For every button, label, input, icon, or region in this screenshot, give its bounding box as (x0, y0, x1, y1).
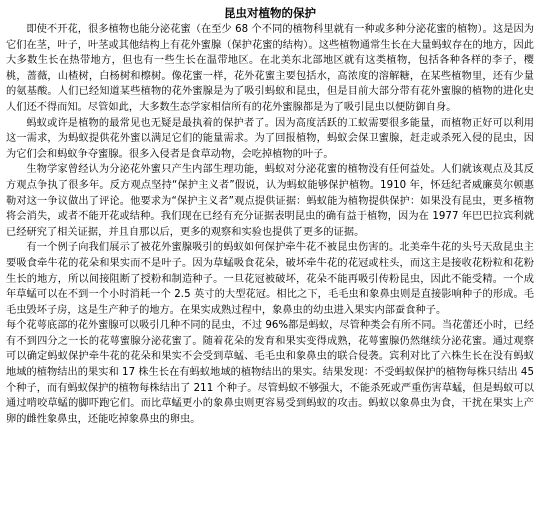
paragraph: 每个花萼底部的花外蜜腺可以吸引几种不同的昆虫，不过 96%都是蚂蚁，尽管种类会有所不同。当花蕾还小时，已经有不到四分之一长的花萼蜜腺分泌花蜜了。随着花朵的发育和果实变得成熟，花萼蜜腺仍然继续分泌花蜜。通过观察可以确定蚂蚁保护牵牛花的花朵和果实不会受到草蜢、毛毛虫和象鼻虫的联合侵袭。宾利对比了六株生长在没有蚂蚁地域的植物结出的果实和 17 株生长在有蚂蚁地域的植物结出的果实。结果发现：不受蚂蚁保护的植物每株只结出 45 个种子，而有蚂蚁保护的植物每株结出了 211 个种子。尽管蚂蚁不够强大，不能杀死或严重伤害草蜢，但是蚂蚁可以通过啃咬草蜢的脚吓跑它们。而比草蜢更小的象鼻虫则更容易受到蚂蚁的攻击。蚂蚁以象鼻虫为食，干扰在果实上产卵的雌性象鼻虫，还能吃掉象鼻虫的卵虫。 (6, 320, 534, 425)
paragraph: 生物学家曾经认为分泌花外蜜只产生内部生理功能，蚂蚁对分泌花蜜的植物没有任何益处。人们就该观点及其反方观点争执了很多年。反方观点坚持“保护主义者”假说，认为蚂蚁能够保护植物。1910 年，怀廷纪者威廉莫尔顿惠勒对这一争议做出了评论。他要求为“保护主义者”观点提供证据：蚂蚁能为植物提供保护：如果没有昆虫，更多植物将会消失，或者不能开花或结种。我们现在已经有充分证据表明昆虫的确有益于植物，因为在 1977 年巴巴拉宾利就已经研究了相关证据，并且自那以后，更多的观察和实验也提供了更多的证据。 (6, 164, 534, 238)
document-title: 昆虫对植物的保护 (224, 6, 316, 20)
paragraph: 有一个例子向我们展示了被花外蜜腺吸引的蚂蚁如何保护牵牛花不被昆虫伤害的。北美牵牛花的头号天敌昆虫主要吸食牵牛花的花朵和果实而不是叶子。因为草蜢吸食花朵，破坏牵牛花的花冠或柱头，而这主是接收花粉粒和花粉生长的地方，所以间接阻断了授粉和制造种子。一旦花冠被破坏，花朵不能再吸引传粉昆虫，因此不能受精。一个成年草蜢可以在不到一个小时消耗一个 2.5 英寸的大型花冠。相比之下，毛毛虫和象鼻虫则是直接影响种子的形成。毛毛虫毁坏子房，这是生产种子的地方。在果实成熟过程中，象鼻虫的幼虫进入果实内部蚕食种子。 (6, 242, 534, 316)
document-body (6, 22, 534, 427)
paragraph: 即使不开花，很多植物也能分泌花蜜（在至少 68 个不同的植物科里就有一种或多种分泌花蜜的植物）。这是因为它们在茎，叶子，叶茎或其他结构上有花外蜜腺（保护花蜜的结构）。这些植物通常生长在大量蚂蚁存在的地方，因此大多数生长在热带地方，但也有一些生长在温带地区。在北美东北部地区就有这类植物，包括各种各样的李子，樱桃，蔷薇，山楂树，白杨树和檫树。像花蜜一样，花外花蜜主要包括水，高浓度的溶解糖，在某些植物里，还有少量的氨基酸。人们已经知道某些植物的花外蜜腺是为了吸引蚂蚁和昆虫，但是目前大部分带有花外蜜腺的植物的进化史人们还不得而知。尽管如此，大多数生态学家相信所有的花外蜜腺都是为了吸引昆虫以便防御自身。 (6, 24, 534, 113)
paragraph: 蚂蚁或许是植物的最常见也无疑是最执着的保护者了。因为高度活跃的工蚁需要很多能量，而植物正好可以利用这一需求，为蚂蚁提供花外蜜以满足它们的能量需求。为了回报植物，蚂蚁会保卫蜜腺，赶走或杀死入侵的昆虫，因为它们会和蚂蚁争夺蜜腺。很多入侵者是食草动物，会吃掉植物的叶子。 (6, 117, 534, 160)
